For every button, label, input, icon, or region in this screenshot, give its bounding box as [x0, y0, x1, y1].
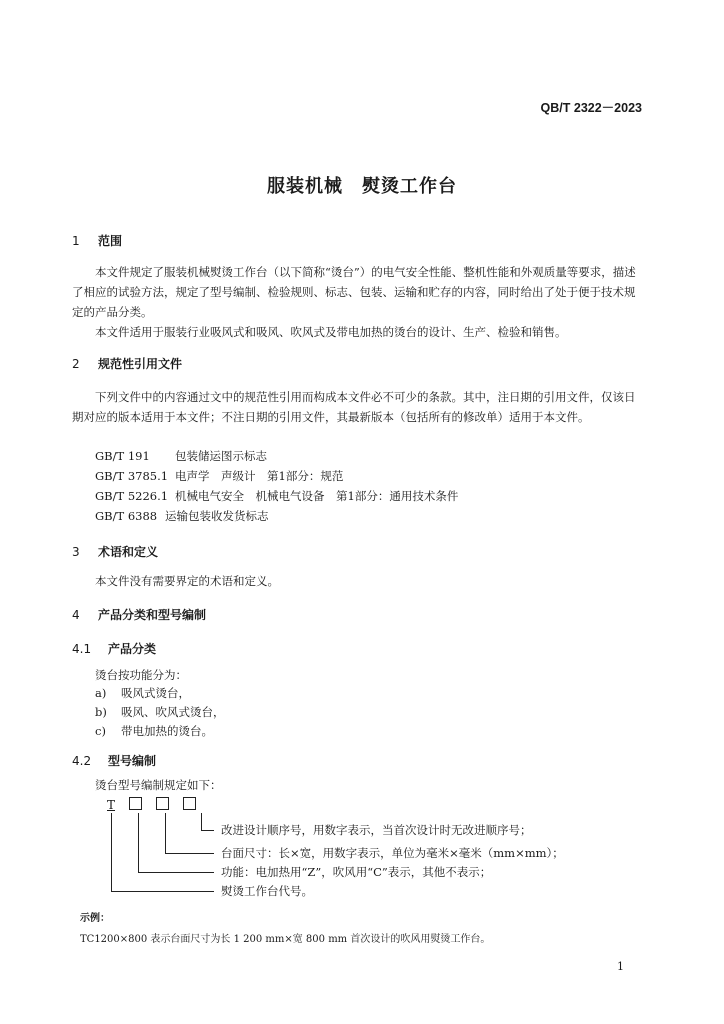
model-code-pattern [107, 797, 196, 812]
example-text: TC1200×800 表示台面尺寸为长 1 200 mm×宽 800 mm 首次设计的吹风用熨烫工作台。 [80, 934, 491, 945]
reference-code: GB/T 6388 [95, 509, 158, 523]
section-4-heading [72, 606, 206, 623]
list-text: 带电加热的烫台。 [121, 724, 213, 738]
section-3-paragraph: 本文件没有需要界定的术语和定义。 [95, 574, 279, 588]
connector-line [138, 872, 214, 873]
standard-number: QB/T 2322－2023 [540, 101, 642, 115]
list-text: 吸风式烫台， [121, 686, 190, 700]
classification-intro: 烫台按功能分为： [95, 668, 187, 682]
reference-title: 机械电气安全 机械电气设备 第1部分：通用技术条件 [175, 489, 459, 503]
placeholder-box [183, 797, 196, 810]
placeholder-box [156, 797, 169, 810]
section-1-heading [72, 232, 122, 249]
section-title: 范围 [98, 234, 123, 248]
reference-title: 运输包装收发货标志 [165, 509, 269, 523]
reference-item [95, 448, 267, 464]
model-note: 台面尺寸：长×宽，用数字表示，单位为毫米×毫米（mm×mm）； [221, 846, 564, 860]
connector-line [111, 813, 112, 891]
section-number: 3 [72, 545, 80, 559]
connector-line [111, 891, 214, 892]
list-marker: a) [95, 686, 107, 700]
section-title: 规范性引用文件 [98, 357, 183, 371]
connector-line [201, 830, 214, 831]
page-number: 1 [617, 960, 624, 973]
list-text: 吸风、吹风式烫台， [121, 705, 225, 719]
section-1-paragraph-1: 本文件规定了服装机械熨烫工作台（以下简称“烫台”）的电气安全性能、整机性能和外观质量等要求，描述了相应的试验方法，规定了型号编制、检验规则、标志、包装、运输和贮存的内容，同时给出了处于便于技术规定的产品分类。 [72, 265, 636, 319]
section-2-heading [72, 355, 182, 372]
section-3-heading [72, 543, 158, 560]
section-title: 型号编制 [108, 754, 157, 768]
list-marker: c) [95, 724, 106, 738]
list-item [95, 685, 190, 701]
reference-title: 电声学 声级计 第1部分：规范 [175, 469, 344, 483]
connector-line [138, 813, 139, 872]
reference-item [95, 488, 458, 504]
reference-item [95, 508, 269, 524]
list-item [95, 723, 213, 739]
reference-title: 包装储运图示标志 [175, 449, 267, 463]
connector-line [165, 853, 214, 854]
document-title: 服装机械 熨烫工作台 [267, 176, 457, 197]
connector-line [201, 813, 202, 830]
section-number: 4.2 [72, 754, 92, 768]
reference-code: GB/T 191 [95, 449, 150, 463]
section-title: 产品分类和型号编制 [98, 608, 207, 622]
list-marker: b) [95, 705, 107, 719]
section-4-2-heading [72, 752, 156, 769]
model-note: 熨烫工作台代号。 [221, 884, 313, 898]
section-number: 4 [72, 608, 80, 622]
section-title: 产品分类 [108, 642, 157, 656]
example-label: 示例： [80, 913, 110, 924]
model-note: 功能：电加热用“Z”，吹风用“C”表示，其他不表示； [221, 865, 492, 879]
model-intro: 烫台型号编制规定如下： [95, 778, 222, 792]
model-letter: T [107, 798, 116, 812]
connector-line [165, 813, 166, 853]
reference-code: GB/T 5226.1 [95, 489, 169, 503]
list-item [95, 704, 225, 720]
section-number: 1 [72, 234, 80, 248]
section-number: 4.1 [72, 642, 92, 656]
reference-code: GB/T 3785.1 [95, 469, 169, 483]
section-number: 2 [72, 357, 80, 371]
reference-item [95, 468, 343, 484]
section-4-1-heading [72, 640, 156, 657]
section-title: 术语和定义 [98, 545, 159, 559]
section-1-paragraph-2: 本文件适用于服装行业吸风式和吸风、吹风式及带电加热的烫台的设计、生产、检验和销售。 [95, 325, 567, 339]
placeholder-box [129, 797, 142, 810]
model-note: 改进设计顺序号，用数字表示，当首次设计时无改进顺序号； [221, 823, 532, 837]
section-2-paragraph: 下列文件中的内容通过文中的规范性引用而构成本文件必不可少的条款。其中，注日期的引用文件，仅该日期对应的版本适用于本文件；不注日期的引用文件，其最新版本（包括所有的修改单）适用于本文件。 [72, 390, 636, 424]
